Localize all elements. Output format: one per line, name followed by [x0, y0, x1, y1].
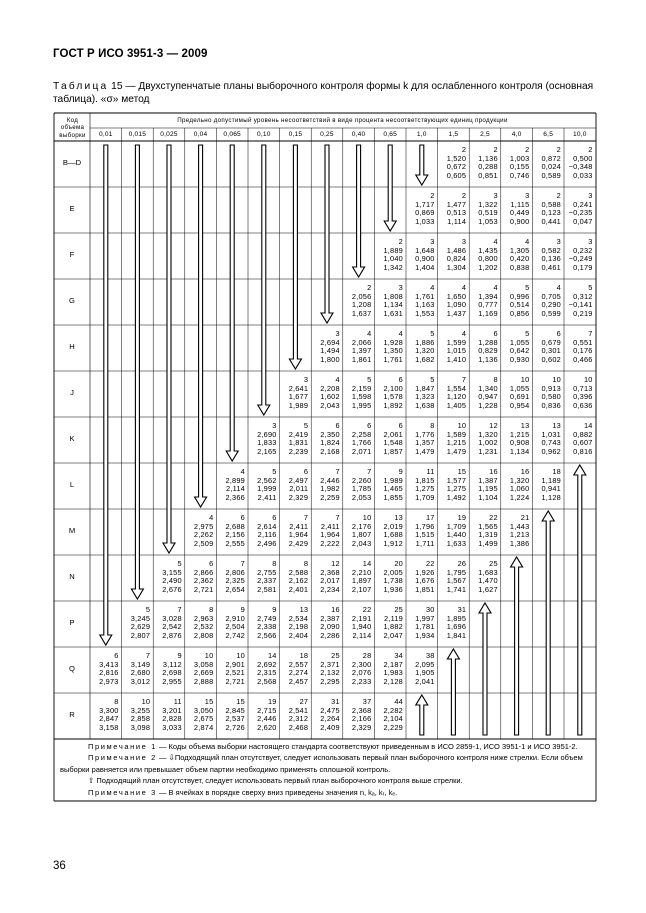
sample-size-code: F: [69, 250, 75, 259]
arrow-down-icon: [131, 145, 143, 599]
plan-cell: 4 1,305 0,420 0,838: [509, 237, 530, 272]
plan-cell: 2 0,588 0,123 0,441: [541, 191, 561, 226]
note-3: [60, 787, 590, 798]
plan-cell: 22 1,926 1,676 1,851: [415, 559, 435, 594]
plan-cell: 8 3,300 2,847 3,158: [99, 697, 119, 732]
arrow-down-icon: [353, 145, 365, 277]
sample-size-code: N: [69, 572, 75, 581]
sample-size-code: G: [69, 296, 75, 305]
sample-size-code: R: [69, 710, 75, 719]
plan-cell: 10 2,176 1,807 2,043: [351, 513, 372, 548]
notes-block: [60, 741, 590, 798]
arrow-down-icon-shape: [384, 145, 396, 231]
sample-size-code: H: [69, 342, 75, 351]
plan-cell: 4 1,599 1,015 1,410: [446, 329, 467, 364]
plan-cell: 5 3,245 2,629 2,807: [130, 605, 151, 640]
sampling-plan-table: [54, 113, 596, 801]
plan-cell: 10 1,589 1,215 1,479: [446, 421, 467, 456]
arrow-down-icon: [258, 145, 270, 415]
arrow-down-icon-shape: [289, 145, 301, 369]
plan-cell: 3 2,694 1,494 1,800: [320, 329, 340, 364]
plan-cell: 5 0,996 0,514 0,856: [509, 283, 530, 318]
plan-cell: 4 1,650 1,090 1,437: [446, 283, 467, 318]
plan-cell: 3 1,486 0,824 1,304: [446, 237, 467, 272]
arrow-up-icon: [479, 603, 491, 735]
plan-cell: 31 2,475 2,264 2,409: [320, 697, 340, 732]
plan-cell: 13 1,215 0,908 1,134: [509, 421, 530, 456]
plan-cell: 34 2,187 1,983 2,128: [383, 651, 403, 686]
plan-cell: 30 1,997 1,781 1,934: [415, 605, 435, 640]
plan-cell: 8 1,340 0,947 1,228: [478, 375, 498, 410]
plan-cell: 8 2,963 2,532 2,808: [193, 605, 214, 640]
plan-cell: 4 0,705 0,290 0,599: [541, 283, 561, 318]
arrow-down-icon-shape: [131, 145, 143, 599]
plan-cell: 7 2,411 1,964 2,222: [320, 513, 340, 548]
plan-cell: 18 2,557 2,274 2,457: [288, 651, 309, 686]
column-header: 4,0: [511, 131, 522, 138]
plan-cell: 7 0,551 0,176 0,466: [573, 329, 593, 364]
plan-cell: 2 0,872 0,024 0,589: [541, 145, 561, 180]
plan-cell: 14 2,692 2,315 2,568: [257, 651, 277, 686]
plan-cell: 2 1,520 0,672 0,605: [446, 145, 467, 180]
arrow-down-icon: [384, 145, 396, 231]
plan-cell: 8 2,755 2,337 2,581: [257, 559, 277, 594]
sample-size-code: P: [69, 618, 75, 627]
arrow-down-icon-shape: [163, 145, 175, 553]
plan-cell: 6 2,258 1,766 2,071: [351, 421, 372, 456]
sample-size-code: J: [70, 388, 74, 397]
arrow-up-icon: [574, 465, 586, 735]
column-header: 1,5: [448, 131, 459, 138]
plan-cell: 7 2,806 2,325 2,654: [225, 559, 245, 594]
arrow-up-icon-shape: [542, 511, 554, 735]
plan-cell: 28 2,300 2,076 2,233: [351, 651, 372, 686]
plan-cell: 13 2,019 1,688 1,912: [383, 513, 403, 548]
plan-cell: 3 1,115 0,449 0,900: [509, 191, 530, 226]
plan-cell: 2 1,889 1,040 1,342: [383, 237, 403, 272]
sample-size-code: L: [69, 480, 75, 489]
sample-size-code: K: [69, 434, 75, 443]
plan-cell: 4 2,208 1,602 2,043: [320, 375, 340, 410]
arrow-down-icon-shape: [100, 145, 112, 645]
plan-cell: 13 1,031 0,743 0,962: [541, 421, 561, 456]
arrow-down-icon: [100, 145, 112, 645]
arrow-up-icon: [511, 557, 523, 735]
plan-cell: 3 0,241 −0,235 0,047: [568, 191, 593, 226]
column-header: 0,065: [223, 131, 241, 138]
plan-cell: 4 1,761 1,163 1,553: [415, 283, 435, 318]
plan-cell: 16 1,320 1,060 1,224: [509, 467, 530, 502]
plan-cell: 15 2,845 2,537 2,726: [225, 697, 245, 732]
caption-text: 15 — Двухступенчатые планы выборочного контроля формы k для ослабленного контроля (основная таблица). «σ» метод: [53, 81, 594, 105]
sample-size-code: Q: [69, 664, 75, 673]
column-header: 0,25: [320, 131, 334, 138]
plan-cell: 21 1,443 1,213 1,386: [509, 513, 530, 548]
arrow-down-icon: [163, 145, 175, 553]
plan-cell: 20 2,005 1,738 1,936: [383, 559, 403, 594]
arrow-up-icon: [416, 695, 428, 735]
plan-cell: 5 1,886 1,320 1,682: [415, 329, 435, 364]
plan-cell: 2 1,477 0,513 1,114: [446, 191, 467, 226]
arrow-down-icon-shape: [321, 145, 333, 323]
arrow-down-icon-shape: [195, 145, 207, 507]
plan-cell: 4 2,066 1,397 1,861: [351, 329, 372, 364]
caption-label: Таблица: [53, 81, 109, 92]
arrow-up-icon-shape: [447, 649, 459, 735]
plan-cell: 17 1,796 1,515 1,711: [415, 513, 435, 548]
plan-cell: 5 2,419 1,831 2,239: [288, 421, 309, 456]
plan-cell: 6 2,688 2,156 2,555: [225, 513, 245, 548]
plan-cell: 4 1,928 1,350 1,761: [383, 329, 403, 364]
plan-cell: 3 1,808 1,134 1,631: [383, 283, 403, 318]
plan-cell: 22 1,565 1,319 1,499: [478, 513, 498, 548]
note-3-label: Примечание 3: [88, 787, 157, 797]
arrow-down-icon: [195, 145, 207, 507]
arrow-down-icon-shape: [416, 145, 428, 185]
plan-cell: 12 1,320 1,002 1,231: [478, 421, 498, 456]
plan-cell: 13 2,534 2,198 2,404: [288, 605, 309, 640]
plan-cell: 14 0,882 0,607 0,816: [573, 421, 593, 456]
plan-cell: 6 2,614 2,116 2,496: [257, 513, 277, 548]
arrow-down-icon-shape: [258, 145, 270, 415]
plan-cell: 6 0,679 0,301 0,602: [541, 329, 561, 364]
arrow-down-icon: [416, 145, 428, 185]
plan-cell: 7 2,260 1,785 2,053: [351, 467, 372, 502]
plan-cell: 25 1,683 1,470 1,627: [478, 559, 498, 594]
plan-cell: 6 1,288 0,829 1,136: [478, 329, 498, 364]
plan-cell: 3 1,648 0,900 1,404: [415, 237, 435, 272]
column-header: 0,04: [193, 131, 208, 138]
arrow-up-icon: [542, 511, 554, 735]
plan-cell: 14 2,210 1,897 2,107: [351, 559, 372, 594]
plan-cell: 5 3,155 2,490 2,676: [162, 559, 182, 594]
sample-size-code: B—D: [62, 158, 82, 167]
plan-cell: 10 0,913 0,580 0,836: [541, 375, 561, 410]
plan-cell: 4 1,435 0,800 1,202: [478, 237, 498, 272]
plan-cell: 3 1,322 0,519 1,053: [478, 191, 498, 226]
plan-cell: 3 2,690 1,833 2,165: [257, 421, 277, 456]
note-2b: ⇧ Подходящий план отсутствует, следует использовать первый план выборочного контроля выше стрелки.: [88, 776, 463, 786]
note-3-text: — В ячейках в порядке сверху вниз приведены значения n, kₐ, kᵣ, kₑ.: [156, 787, 398, 797]
plan-cell: 2 0,500 −0,348 0,033: [568, 145, 593, 180]
column-header: 0,01: [98, 131, 113, 138]
plan-cell: 31 1,895 1,696 1,841: [446, 605, 467, 640]
plan-cell: 6 2,061 1,548 1,857: [383, 421, 403, 456]
aql-header: Предельно допустимый уровень несоответствий в виде процента несоответствующих единиц продукции: [177, 117, 508, 124]
arrow-up-icon: [447, 649, 459, 735]
note-1: [60, 741, 590, 752]
plan-cell: 4 2,899 2,114 2,366: [225, 467, 245, 502]
arrow-down-icon: [321, 145, 333, 323]
plan-cell: 4 2,975 2,262 2,509: [193, 513, 214, 548]
plan-cell: 5 0,312 −0,141 0,219: [568, 283, 593, 318]
plan-cell: 3 0,582 0,136 0,461: [541, 237, 561, 272]
column-header: 1,0: [416, 131, 427, 138]
plan-cell: 9 2,910 2,504 2,742: [225, 605, 245, 640]
arrow-down-icon: [226, 145, 238, 461]
note-1-label: Примечание 1: [88, 742, 157, 751]
plan-cell: 4 1,394 0,777 1,169: [478, 283, 498, 318]
corner-label: Код объема выборки: [59, 117, 86, 139]
plan-cell: 5 1,847 1,323 1,638: [415, 375, 435, 410]
plan-cell: 16 2,387 2,090 2,286: [320, 605, 340, 640]
plan-cell: 8 1,776 1,357 1,479: [415, 421, 435, 456]
plan-cell: 6 2,100 1,578 1,892: [383, 375, 403, 410]
arrow-up-icon-shape: [511, 557, 523, 735]
plan-cell: 8 2,588 2,162 2,401: [288, 559, 309, 594]
plan-cell: 16 1,387 1,195 1,104: [478, 467, 498, 502]
plan-cell: 15 3,050 2,675 2,874: [193, 697, 214, 732]
plan-cell: 7 2,411 1,964 2,429: [288, 513, 309, 548]
arrow-down-icon: [289, 145, 301, 369]
plan-cell: 38 2,095 1,905 2,041: [415, 651, 435, 686]
plan-cell: 7 2,446 1,982 2,259: [320, 467, 340, 502]
plan-cell: 10 0,713 0,396 0,636: [573, 375, 593, 410]
plan-cell: 10 3,058 2,669 2,888: [193, 651, 214, 686]
column-header: 0,025: [160, 131, 178, 138]
plan-cell: 2 1,136 0,288 0,851: [478, 145, 498, 180]
plan-cell: 15 1,577 1,275 1,492: [446, 467, 467, 502]
note-2-text: — ⇩Подходящий план отсутствует, следует использовать первый план выборочного контроля ниже стрелки. Если объем выборки равняется или превышает объем партии необходимо применять сплошной контроль.: [60, 753, 583, 774]
plan-cell: 9 2,749 2,338 2,566: [257, 605, 277, 640]
column-header: 0,10: [256, 131, 271, 138]
plan-cell: 11 3,201 2,828 3,033: [162, 697, 182, 732]
plan-cell: 9 3,112 2,698 2,955: [162, 651, 182, 686]
plan-cell: 37 2,368 2,166 2,329: [351, 697, 372, 732]
column-header: 0,40: [351, 131, 366, 138]
column-header: 0,65: [383, 131, 397, 138]
plan-cell: 7 3,028 2,542 2,876: [162, 605, 182, 640]
plan-cell: 2 1,717 0,869 1,033: [415, 191, 435, 226]
plan-cell: 27 2,541 2,312 2,468: [288, 697, 309, 732]
plan-cell: 11 1,815 1,275 1,709: [415, 467, 435, 502]
plan-cell: 2 1,003 0,155 0,746: [509, 145, 530, 180]
arrow-down-icon-shape: [226, 145, 238, 461]
plan-cell: 25 2,371 2,132 2,295: [320, 651, 340, 686]
arrow-up-icon-shape: [416, 695, 428, 735]
plan-cell: 19 1,709 1,440 1,633: [446, 513, 467, 548]
document-header: ГОСТ Р ИСО 3951-3 — 2009: [53, 48, 208, 60]
arrow-down-icon-shape: [353, 145, 365, 277]
plan-cell: 7 1,554 1,120 1,405: [446, 375, 467, 410]
plan-cell: 10 2,901 2,521 2,721: [225, 651, 245, 686]
arrow-up-icon-shape: [479, 603, 491, 735]
sample-size-code: E: [69, 204, 75, 213]
plan-cell: 12 2,368 2,017 2,234: [320, 559, 340, 594]
column-header: 10,0: [572, 131, 587, 138]
plan-cell: 10 1,055 0,691 0,954: [509, 375, 530, 410]
plan-cell: 3 0,232 −0,249 0,179: [568, 237, 593, 272]
column-header: 2,5: [480, 131, 490, 138]
plan-cell: 22 2,191 1,940 2,114: [351, 605, 372, 640]
plan-cell: 26 1,795 1,567 1,741: [446, 559, 467, 594]
table-caption: [53, 80, 598, 106]
plan-cell: 6 2,866 2,362 2,721: [193, 559, 214, 594]
column-header: 0,015: [128, 131, 147, 138]
plan-cell: 2 2,056 1,208 1,637: [351, 283, 372, 318]
sample-size-code: M: [68, 526, 76, 535]
column-header: 6,5: [543, 131, 554, 138]
plan-cell: 25 2,119 1,882 2,047: [383, 605, 403, 640]
plan-cell: 5 2,562 1,999 2,411: [257, 467, 277, 502]
arrow-up-icon-shape: [574, 465, 586, 735]
plan-cell: 18 1,189 0,941 1,128: [541, 467, 561, 502]
plan-cell: 10 3,255 2,858 3,098: [130, 697, 151, 732]
column-header: 0,15: [288, 131, 303, 138]
plan-cell: 44 2,282 2,104 2,229: [383, 697, 403, 732]
plan-cell: 5 1,055 0,642 0,930: [509, 329, 530, 364]
plan-cell: 9 1,989 1,465 1,855: [383, 467, 403, 502]
plan-cell: 6 3,413 2,816 2,973: [99, 651, 119, 686]
plan-cell: 6 2,350 1,824 2,168: [320, 421, 340, 456]
plan-cell: 6 2,497 2,011 2,329: [288, 467, 309, 502]
note-1-text: — Коды объема выборки настоящего стандарта соответствуют приведенным в ИСО 2859-1, ИСО 3951-1 и ИСО 3951-2.: [156, 742, 578, 751]
plan-cell: 19 2,715 2,446 2,620: [257, 697, 277, 732]
plan-cell: 5 2,159 1,598 1,995: [351, 375, 372, 410]
plan-cell: 7 3,149 2,680 3,012: [130, 651, 151, 686]
plan-cell: 3 2,641 1,677 1,989: [288, 375, 309, 410]
page-number: 36: [53, 860, 66, 872]
note-2: [60, 752, 590, 775]
note-2-label: Примечание 2: [88, 753, 157, 763]
